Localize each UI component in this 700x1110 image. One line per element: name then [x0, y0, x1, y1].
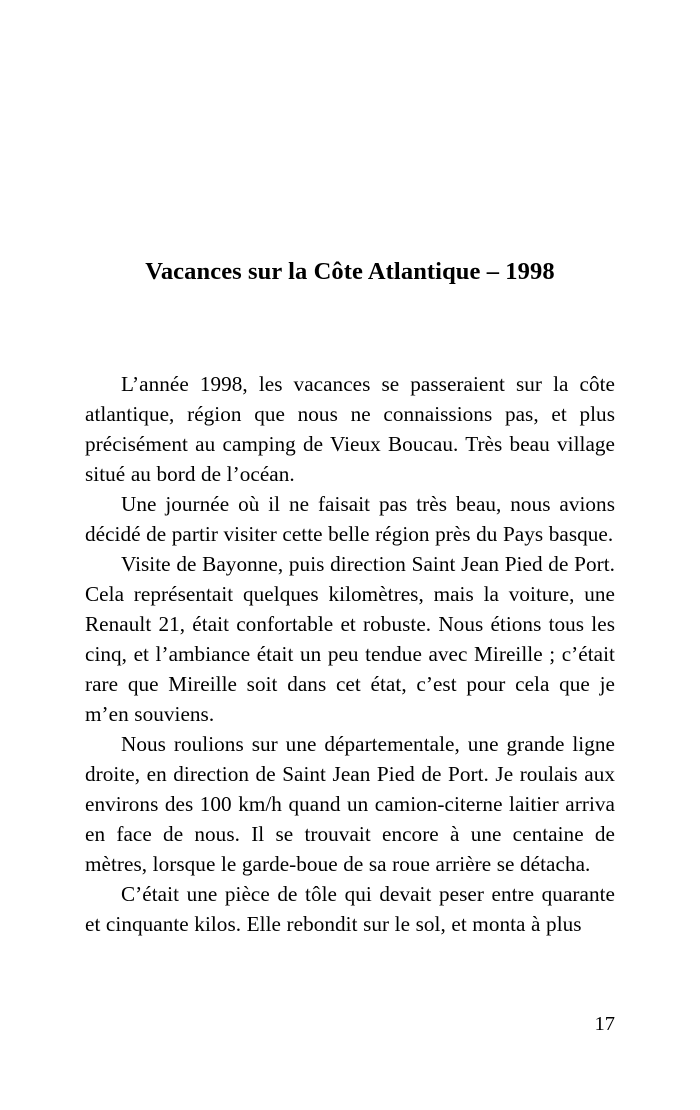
page-number: 17	[594, 1013, 615, 1035]
paragraph-3: Visite de Bayonne, puis direction Saint Jean Pied de Port. Cela représentait quelques kilomètres, mais la voiture, une Renault 21, était confortable et robuste. Nous étions tous les cinq, et l’ambiance était un peu tendue avec Mireille ; c’était rare que Mireille soit dans cet état, c’est pour cela que je m’en souviens.	[85, 552, 615, 726]
body-text-block	[85, 369, 615, 939]
paragraph-1: L’année 1998, les vacances se passeraient sur la côte atlantique, région que nous ne connaissions pas, et plus précisément au camping de Vieux Boucau. Très beau village situé au bord de l’océan.	[85, 372, 615, 486]
paragraph-2: Une journée où il ne faisait pas très beau, nous avions décidé de partir visiter cette belle région près du Pays basque.	[85, 492, 615, 546]
paragraph-4: Nous roulions sur une départementale, une grande ligne droite, en direction de Saint Jean Pied de Port. Je roulais aux environs des 100 km/h quand un camion-citerne laitier arriva en face de nous. Il se trouvait encore à une centaine de mètres, lorsque le garde-boue de sa roue arrière se détacha.	[85, 732, 615, 876]
chapter-title: Vacances sur la Côte Atlantique – 1998	[145, 258, 555, 286]
paragraph-5: C’était une pièce de tôle qui devait peser entre quarante et cinquante kilos. Elle rebondit sur le sol, et monta à plus	[85, 882, 615, 936]
